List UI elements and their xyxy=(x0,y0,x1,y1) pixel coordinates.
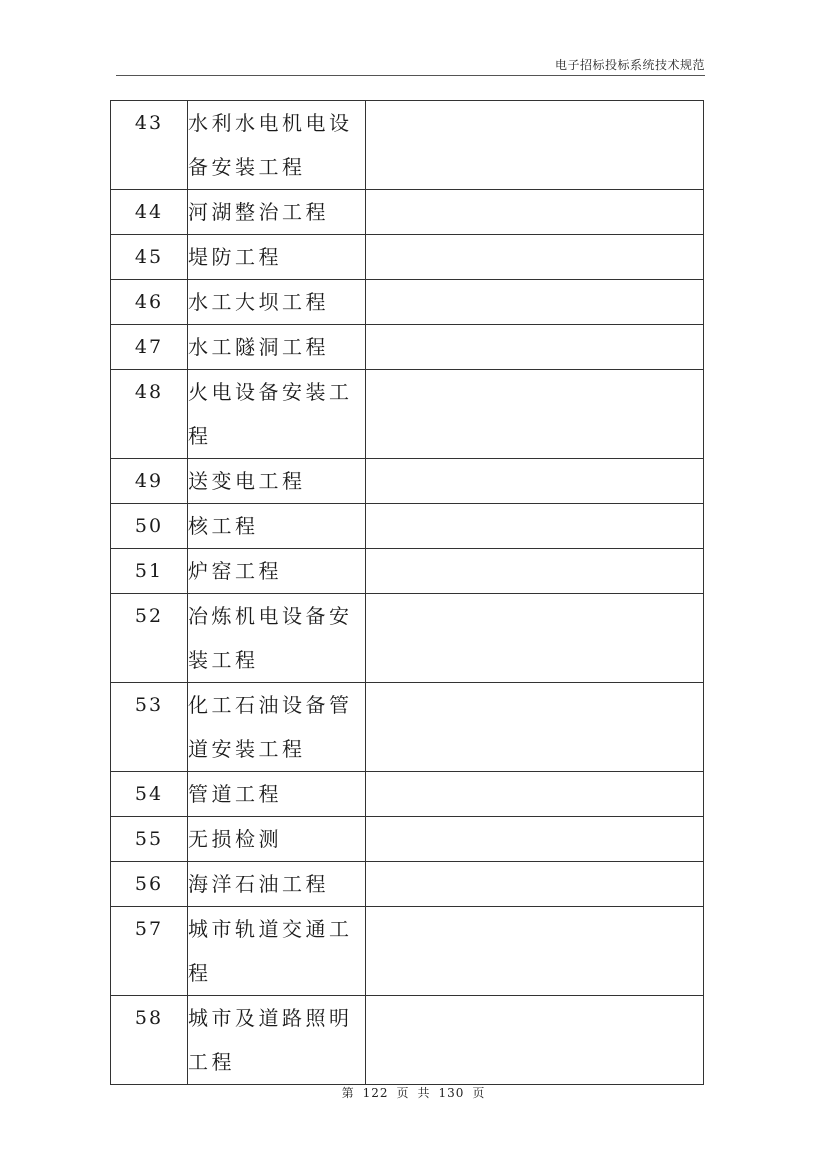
table-row xyxy=(111,817,704,862)
row-category-name: 城市及道路照明工程 xyxy=(188,996,366,1085)
row-blank-cell xyxy=(366,280,704,325)
row-blank-cell xyxy=(366,594,704,683)
header-divider xyxy=(116,75,705,76)
table-row xyxy=(111,325,704,370)
table-row xyxy=(111,370,704,459)
table-row xyxy=(111,280,704,325)
row-blank-cell xyxy=(366,996,704,1085)
table-row xyxy=(111,772,704,817)
row-blank-cell xyxy=(366,325,704,370)
row-category-name: 炉窑工程 xyxy=(188,549,366,594)
row-category-name: 管道工程 xyxy=(188,772,366,817)
footer-total-pages: 130 xyxy=(438,1086,465,1100)
table-row xyxy=(111,683,704,772)
table-row xyxy=(111,190,704,235)
row-category-name: 无损检测 xyxy=(188,817,366,862)
row-category-name: 核工程 xyxy=(188,504,366,549)
row-blank-cell xyxy=(366,235,704,280)
table-row xyxy=(111,459,704,504)
engineering-category-table xyxy=(110,100,704,1085)
running-header-title: 电子招标投标系统技术规范 xyxy=(554,58,705,72)
footer-page-number: 122 xyxy=(362,1086,389,1100)
row-blank-cell xyxy=(366,190,704,235)
row-number: 47 xyxy=(111,325,188,370)
row-blank-cell xyxy=(366,862,704,907)
footer-total-unit: 页 xyxy=(472,1086,486,1100)
row-number: 55 xyxy=(111,817,188,862)
footer-page-unit: 页 xyxy=(396,1086,410,1100)
row-number: 58 xyxy=(111,996,188,1085)
row-number: 43 xyxy=(111,101,188,190)
table-row xyxy=(111,235,704,280)
row-number: 51 xyxy=(111,549,188,594)
table-row xyxy=(111,996,704,1085)
row-blank-cell xyxy=(366,459,704,504)
row-blank-cell xyxy=(366,101,704,190)
row-number: 57 xyxy=(111,907,188,996)
row-category-name: 水工大坝工程 xyxy=(188,280,366,325)
row-number: 52 xyxy=(111,594,188,683)
row-category-name: 火电设备安装工程 xyxy=(188,370,366,459)
footer-total-prefix: 共 xyxy=(417,1086,431,1100)
row-category-name: 水工隧洞工程 xyxy=(188,325,366,370)
row-blank-cell xyxy=(366,549,704,594)
table-row xyxy=(111,549,704,594)
row-number: 49 xyxy=(111,459,188,504)
row-number: 54 xyxy=(111,772,188,817)
row-number: 48 xyxy=(111,370,188,459)
row-category-name: 河湖整治工程 xyxy=(188,190,366,235)
row-category-name: 水利水电机电设备安装工程 xyxy=(188,101,366,190)
row-number: 44 xyxy=(111,190,188,235)
row-category-name: 堤防工程 xyxy=(188,235,366,280)
table-row xyxy=(111,504,704,549)
page-footer xyxy=(0,1084,827,1101)
row-number: 53 xyxy=(111,683,188,772)
row-number: 46 xyxy=(111,280,188,325)
row-blank-cell xyxy=(366,907,704,996)
row-blank-cell xyxy=(366,817,704,862)
table-row xyxy=(111,101,704,190)
row-category-name: 冶炼机电设备安装工程 xyxy=(188,594,366,683)
row-number: 50 xyxy=(111,504,188,549)
row-blank-cell xyxy=(366,683,704,772)
row-category-name: 海洋石油工程 xyxy=(188,862,366,907)
row-category-name: 化工石油设备管道安装工程 xyxy=(188,683,366,772)
row-blank-cell xyxy=(366,370,704,459)
table-row xyxy=(111,907,704,996)
row-category-name: 城市轨道交通工程 xyxy=(188,907,366,996)
table-row xyxy=(111,594,704,683)
row-blank-cell xyxy=(366,772,704,817)
footer-prefix: 第 xyxy=(341,1086,355,1100)
row-category-name: 送变电工程 xyxy=(188,459,366,504)
row-number: 45 xyxy=(111,235,188,280)
row-number: 56 xyxy=(111,862,188,907)
table-row xyxy=(111,862,704,907)
row-blank-cell xyxy=(366,504,704,549)
